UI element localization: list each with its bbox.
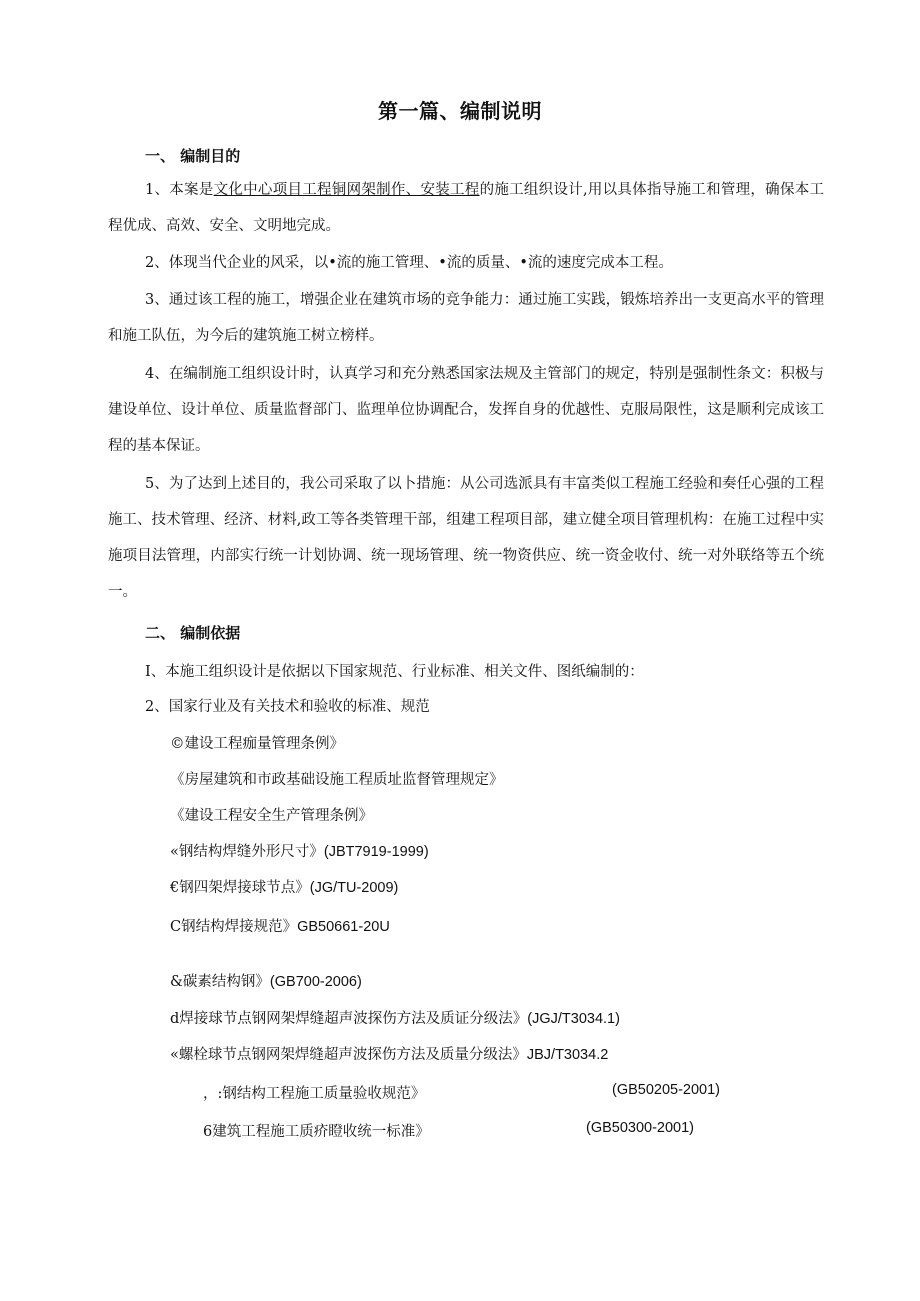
reference-item xyxy=(170,804,373,825)
reference-title: €钢四架焊接球节点》 xyxy=(170,880,310,896)
reference-code: JBJ/T3034.2 xyxy=(526,1047,609,1063)
reference-title: 6建筑工程施工质疥瞪收统一标准》 xyxy=(203,1124,430,1140)
reference-code: (JBT7919-1999) xyxy=(323,844,429,860)
section-heading-basis: 二、 编制依据 xyxy=(145,624,241,642)
basis-line-2: 2、国家行业及有关技术和验收的标准、规范 xyxy=(145,699,430,715)
page-title: 第一篇、编制说明 xyxy=(378,99,542,123)
reference-item xyxy=(170,915,390,936)
reference-code: (GB50205-2001) xyxy=(612,1082,721,1098)
reference-title: 《建设工程安全生产管理条例》 xyxy=(170,808,373,824)
paragraph-1-prefix: 1、本案是 xyxy=(145,182,214,198)
reference-item xyxy=(170,768,504,789)
basis-line-1: I、本施工组织设计是依据以下国家规范、行业标准、相关文件、图纸编制的： xyxy=(145,664,644,680)
section-heading-purpose: 一、 编制目的 xyxy=(145,147,241,165)
reference-item xyxy=(170,970,362,991)
paragraph-2: 2、体现当代企业的风采，以•流的施工管理、•流的质量、•流的速度完成本工程。 xyxy=(145,255,673,271)
reference-item xyxy=(203,1082,425,1103)
reference-item xyxy=(170,1007,620,1028)
reference-item xyxy=(170,876,398,897)
reference-title: &碳素结构钢》 xyxy=(170,974,270,990)
paragraph-1-suffix: 的施工组织设计,用以具体指导施工和管理，确保本工程优成、高效、安全、文明地完成。 xyxy=(108,182,824,234)
reference-code: (GB50300-2001) xyxy=(586,1120,695,1136)
reference-code: (JGJ/T3034.1) xyxy=(527,1011,620,1027)
paragraph-1 xyxy=(108,172,824,244)
reference-code: GB50661-20U xyxy=(297,919,390,935)
reference-title: «螺栓球节点钢网架焊缝超声波探伤方法及质量分级法》 xyxy=(170,1047,527,1063)
reference-title: «钢结构焊缝外形尺寸》 xyxy=(170,844,324,860)
reference-title: C钢结构焊接规范》 xyxy=(170,919,298,935)
reference-title: 《房屋建筑和市政基础设施工程质址监督管理规定》 xyxy=(170,772,504,788)
reference-title: ©建设工程痂量管理条例》 xyxy=(170,736,344,752)
paragraph-5: 5、为了达到上述目的，我公司采取了以卜措施：从公司选派具有丰富类似工程施工经验和奏任心强的工程施工、技术管理、经济、材料,政工等各类管理干部，组建工程项目部，建立健全项目管理机构：在施工过程中实施项目法管理，内部实行统一计划协调、统一现场管理、统一物资供应、统一资金收付、统一对外联络等五个统一。 xyxy=(108,476,824,600)
reference-item xyxy=(170,732,344,753)
reference-code: (JG/TU-2009) xyxy=(309,880,399,896)
reference-item xyxy=(170,1043,608,1064)
reference-code: (GB700-2006) xyxy=(269,974,362,990)
paragraph-4: 4、在编制施工组织设计时，认真学习和充分熟悉国家法规及主管部门的规定，特别是强制性条文：积极与建设单位、设计单位、质量监督部门、监理单位协调配合，发挥自身的优越性、克服局限性，这是顺利完成该工程的基本保证。 xyxy=(108,366,824,454)
reference-title: d焊接球节点钢网架焊缝超声波探伤方法及质证分级法》 xyxy=(170,1011,528,1027)
reference-title: ，:钢结构工程施工质量验收规范》 xyxy=(203,1086,426,1102)
project-name: 文化中心项目工程铜网架制作、安装工程 xyxy=(213,182,480,198)
reference-item xyxy=(203,1120,430,1141)
paragraph-3: 3、通过该工程的施工，增强企业在建筑市场的竞争能力：通过施工实践，锻炼培养出一支更高水平的管理和施工队伍，为今后的建筑施工树立榜样。 xyxy=(108,292,824,344)
reference-item xyxy=(170,840,429,861)
